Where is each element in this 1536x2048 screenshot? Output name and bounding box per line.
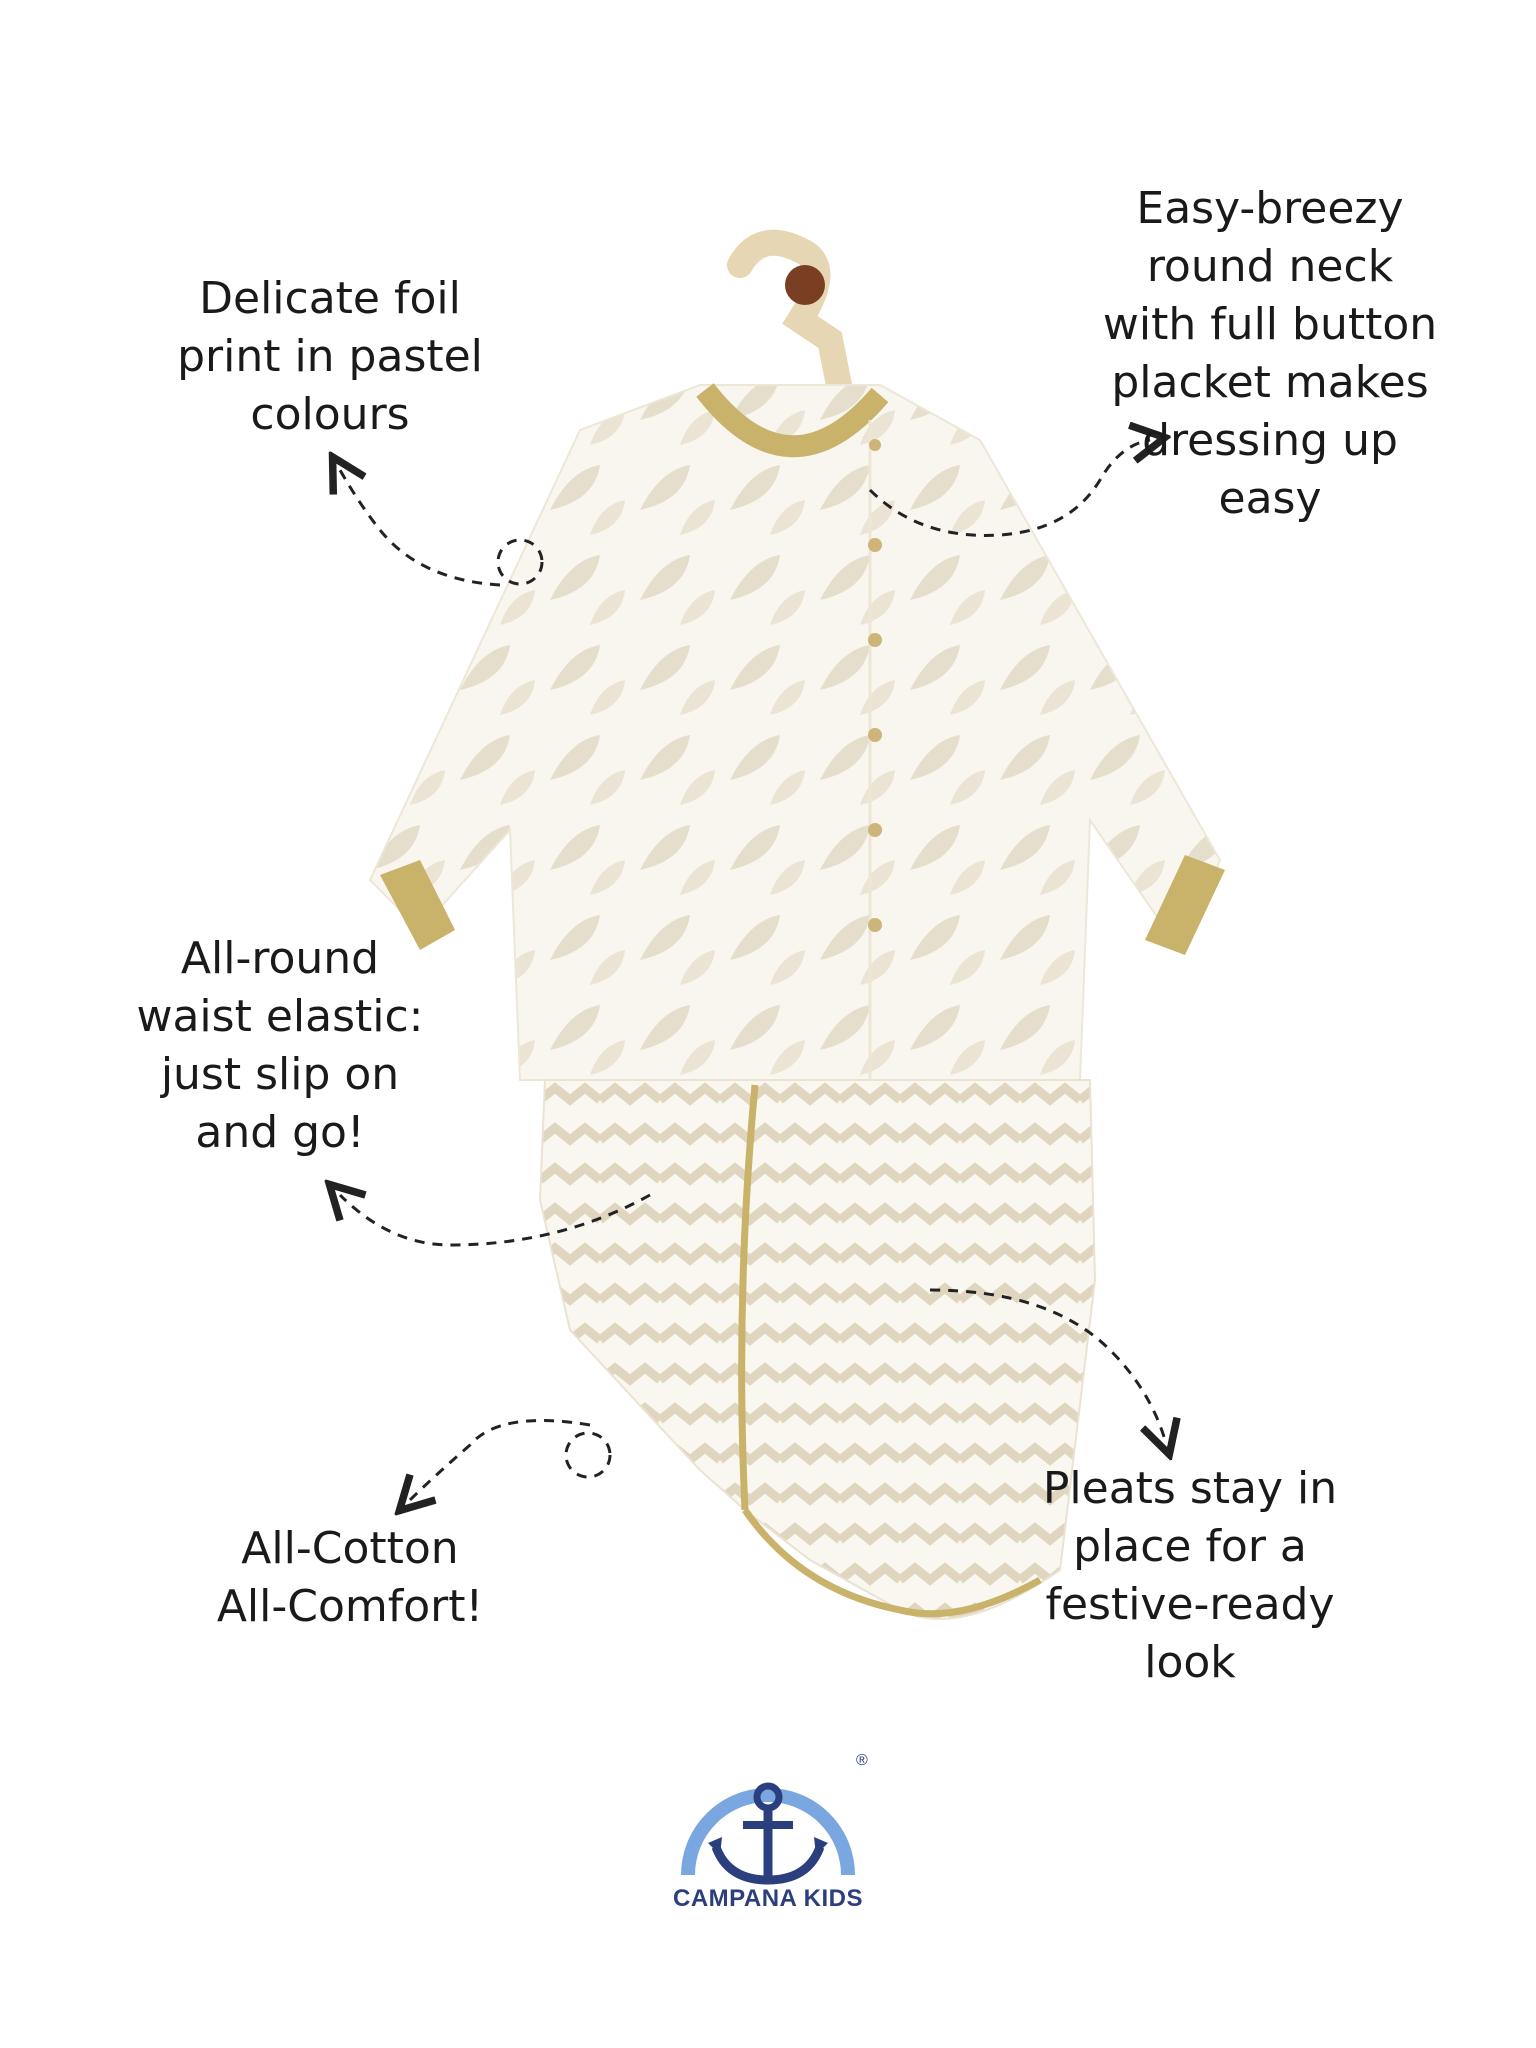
registered-mark: ® xyxy=(856,1752,868,1769)
callout-line: All-Cotton xyxy=(241,1523,459,1574)
hanger-icon xyxy=(740,243,840,390)
callout-line: festive-ready xyxy=(1045,1579,1335,1630)
callout-line: print in pastel xyxy=(177,331,483,382)
callout-line: All-Comfort! xyxy=(216,1581,484,1632)
callout-line: look xyxy=(1144,1637,1236,1688)
callout-waist-elastic xyxy=(120,930,440,1162)
callout-foil-print xyxy=(170,270,490,444)
callout-line: Pleats stay in xyxy=(1042,1463,1338,1514)
callout-pleats xyxy=(1010,1460,1370,1692)
anchor-icon xyxy=(648,1735,888,1885)
callout-line: with full button xyxy=(1102,299,1438,350)
callout-line: and go! xyxy=(195,1107,365,1158)
callout-line: waist elastic: xyxy=(136,991,424,1042)
callout-line: easy xyxy=(1218,473,1322,524)
callout-cotton xyxy=(180,1520,520,1636)
callout-line: place for a xyxy=(1073,1521,1307,1572)
brand-name: CAMPANA KIDS xyxy=(673,1885,863,1912)
callout-line: placket makes xyxy=(1111,357,1429,408)
callout-round-neck xyxy=(1060,180,1480,528)
callout-line: colours xyxy=(250,389,410,440)
callout-line: dressing up xyxy=(1142,415,1398,466)
callout-line: round neck xyxy=(1146,241,1394,292)
callout-line: All-round xyxy=(180,933,380,984)
callout-line: Easy-breezy xyxy=(1136,183,1404,234)
callout-line: just slip on xyxy=(160,1049,400,1100)
brand-logo xyxy=(648,1735,888,1925)
callout-line: Delicate foil xyxy=(199,273,461,324)
